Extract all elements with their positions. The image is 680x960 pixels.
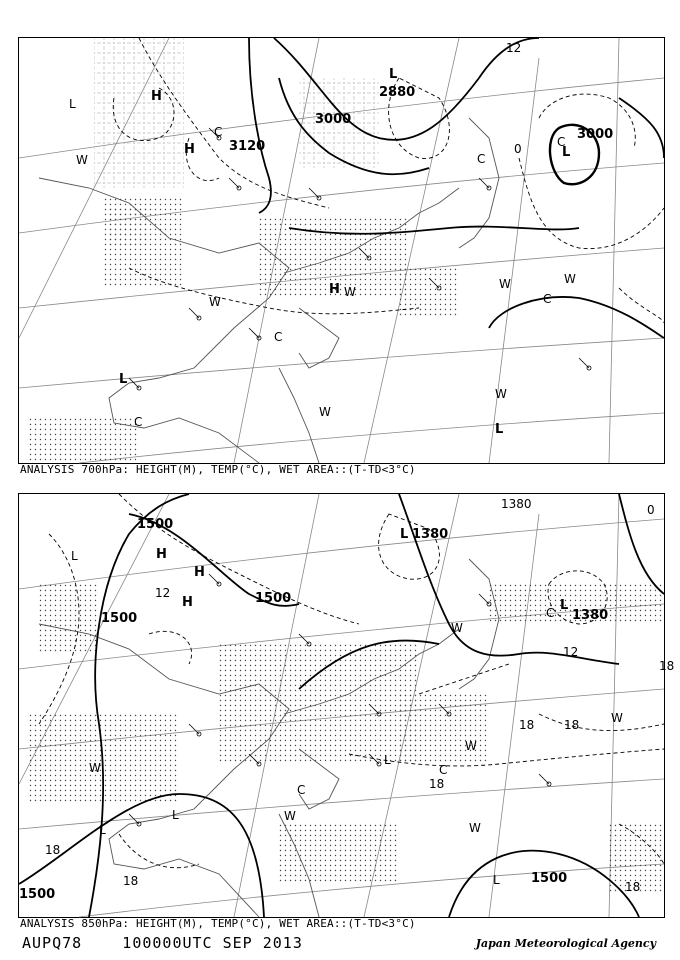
warm-label: W — [564, 272, 576, 286]
contour-label: 1500 — [137, 517, 174, 532]
warm-label: W — [209, 295, 221, 309]
high-pressure-label: H — [194, 565, 205, 580]
warm-label: W — [89, 761, 101, 775]
caption-700hpa: ANALYSIS 700hPa: HEIGHT(M), TEMP(°C), WET AREA::(T-TD<3°C) — [20, 463, 416, 476]
low-pressure-label: L — [119, 372, 128, 387]
wet-areas-700 — [29, 38, 459, 463]
map-panel-850hpa — [18, 493, 675, 918]
cold-label: C — [274, 330, 283, 344]
warm-label: W — [344, 285, 356, 299]
isotherm-label: 0 — [647, 503, 655, 517]
contour-label: 3000 — [577, 127, 614, 142]
isotherm-label: 12 — [563, 645, 579, 659]
contour-label: 3000 — [315, 112, 352, 127]
isotherm-label: 0 — [514, 142, 522, 156]
contour-label: 1380 — [501, 497, 532, 511]
low-pressure-label: L — [172, 808, 179, 822]
map-panel-700hpa — [18, 37, 665, 464]
warm-label: W — [469, 821, 481, 835]
isotherm-label: 18 — [45, 843, 61, 857]
high-pressure-label: H — [182, 595, 193, 610]
low-pressure-label: L — [99, 823, 106, 837]
low-pressure-label: L — [71, 549, 78, 563]
cold-label: C — [557, 135, 566, 149]
warm-label: W — [319, 405, 331, 419]
warm-label: W — [495, 387, 507, 401]
isotherm-label: 18 — [429, 777, 445, 791]
cold-label: C — [297, 783, 306, 797]
cold-label: C — [543, 292, 552, 306]
isotherm-label: 18 — [659, 659, 675, 673]
wet-areas-850 — [29, 584, 664, 894]
contour-label: 2880 — [379, 85, 416, 100]
low-pressure-label: L — [493, 873, 500, 887]
caption-850hpa: ANALYSIS 850hPa: HEIGHT(M), TEMP(°C), WET AREA::(T-TD<3°C) — [20, 917, 416, 930]
cold-label: C — [439, 763, 448, 777]
low-pressure-label: L — [400, 527, 409, 542]
map-850hpa-svg — [19, 494, 675, 917]
contour-label: 1500 — [255, 591, 292, 606]
cold-label: C — [134, 415, 143, 429]
warm-label: W — [451, 621, 463, 635]
cold-label: C — [477, 152, 486, 166]
low-pressure-label: L — [389, 67, 398, 82]
warm-label: W — [465, 739, 477, 753]
high-pressure-label: H — [151, 89, 162, 104]
cold-label: C — [546, 606, 555, 620]
warm-label: W — [499, 277, 511, 291]
contour-label: 1500 — [531, 871, 568, 886]
isotherm-label: 18 — [625, 880, 641, 894]
high-pressure-label: H — [329, 282, 340, 297]
cold-label: C — [214, 125, 223, 139]
contour-label: 1500 — [19, 887, 56, 902]
chart-code-and-time: AUPQ78 100000UTC SEP 2013 — [22, 934, 303, 952]
isotherm-label: 18 — [519, 718, 535, 732]
contour-label: 3120 — [229, 139, 266, 154]
low-pressure-label: L — [69, 97, 76, 111]
contour-label: 1380 — [572, 608, 609, 623]
isotherm-label: 12 — [155, 586, 171, 600]
contour-label: 1500 — [101, 611, 138, 626]
contour-label: 1380 — [412, 527, 449, 542]
isotherm-label: 18 — [564, 718, 580, 732]
map-700hpa-svg — [19, 38, 664, 463]
warm-label: W — [76, 153, 88, 167]
agency-name: Japan Meteorological Agency — [475, 937, 656, 950]
isotherm-label: 12 — [506, 41, 522, 55]
low-pressure-label: L — [562, 145, 571, 160]
high-pressure-label: H — [156, 547, 167, 562]
isotherm-label: 18 — [123, 874, 139, 888]
high-pressure-label: H — [184, 142, 195, 157]
low-pressure-label: L — [560, 598, 569, 613]
warm-label: W — [611, 711, 623, 725]
low-pressure-label: L — [384, 753, 391, 767]
low-pressure-label: L — [495, 422, 504, 437]
warm-label: W — [284, 809, 296, 823]
